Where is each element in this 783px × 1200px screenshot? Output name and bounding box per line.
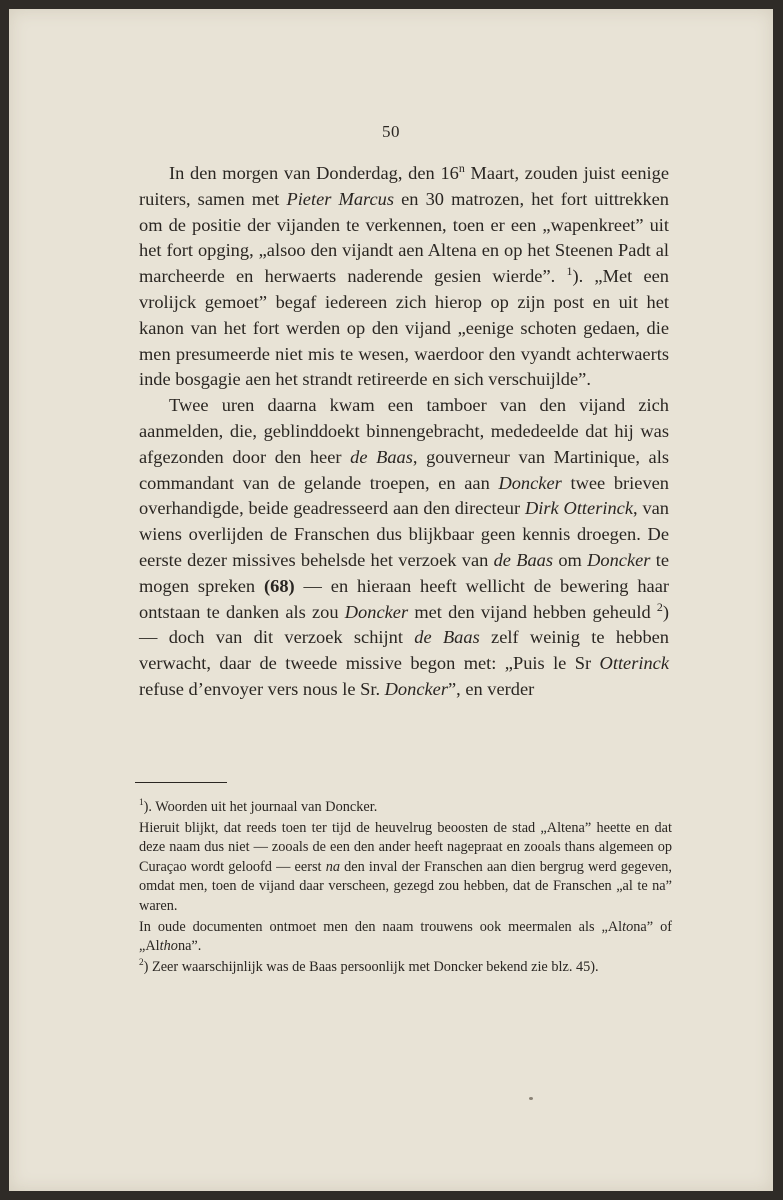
- footnote-ref: n: [458, 160, 465, 175]
- main-text: [139, 161, 669, 703]
- paragraph: Twee uren daarna kwam een tamboer van den vijand zich aanmelden, die, geblinddoekt binnengebracht, mededeelde dat hij was afgezonden door den heer de Baas, gouverneur van Martinique, als commandant van de gelande troepen, en aan Doncker twee brieven overhandigde, beide geadresseerd aan den directeur Dirk Otterinck, van wiens overlijden de Franschen dus blijkbaar geen kennis droegen. De eerste dezer missives behelsde het verzoek van de Baas om Doncker te mogen spreken (68) — en hieraan heeft wellicht de bewering haar ontstaan te danken als zou Doncker met den vijand hebben geheuld $^2$) — doch van dit verzoek schijnt de Baas zelf weinig te hebben verwacht, daar de tweede missive begon met: „Puis le Sr Otterinck refuse d’envoyer vers nous le Sr. Doncker”, en verder: [139, 395, 669, 699]
- italic-run: tho: [159, 938, 178, 955]
- italic-run: de Baas: [414, 627, 480, 648]
- italic-run: Doncker: [384, 678, 448, 699]
- footnote: $^2$) Zeer waarschijnlijk was de Baas persoonlijk met Doncker bekend zie blz. 45).: [139, 957, 599, 975]
- italic-run: de Baas: [350, 446, 413, 467]
- italic-run: de Baas: [493, 549, 554, 570]
- footnote-ref: 2: [139, 957, 144, 968]
- footnote-ref: 1: [566, 264, 573, 279]
- italic-run: Doncker: [344, 601, 409, 622]
- footnote-ref: 1: [139, 798, 144, 809]
- italic-run: Dirk Otterinck: [524, 498, 633, 519]
- footnotes: [139, 798, 672, 978]
- italic-run: Otterinck: [599, 653, 669, 674]
- footnote-divider: [135, 782, 227, 783]
- italic-run: to: [622, 918, 634, 935]
- footnote: Hieruit blijkt, dat reeds toen ter tijd de heuvelrug beoosten de stad „Altena” heette en dat deze naam dus niet — zooals de een den ander heeft nagepraat en zooals thans algemeen op Curaçao wordt geloofd — eerst na den inval der Franschen aan dien bergrug werd gegeven, omdat men, toen de vijand daar verscheen, gezegd zou hebben, dat de Franschen „al te na” waren.: [139, 819, 672, 914]
- book-page: [9, 9, 773, 1191]
- paragraph: In den morgen van Donderdag, den 16$^n$ Maart, zouden juist eenige ruiters, samen met Pieter Marcus en 30 matrozen, het fort uittrekken om de positie der vijanden te verkennen, toen er een „wapenkreet” uit het fort opging, „alsoo den vijandt aen Altena en op het Steenen Padt al marcheerde en herwaerts naderende gesien wierde”. $^1$). „Met een vrolijck gemoet” begaf iedereen zich hierop op zijn post en uit het kanon van het fort werden op den vijand „eenige schoten gedaen, die men presumeerde niet mis te wesen, waerdoor den vyandt achterwaerts inde bosgagie aen het strandt retireerde en sich verschuijlde”.: [139, 160, 669, 390]
- page-number: 50: [382, 122, 400, 141]
- italic-run: Doncker: [587, 549, 651, 570]
- footnote: $^1$). Woorden uit het journaal van Doncker.: [139, 798, 378, 815]
- page-marker: (68): [264, 575, 295, 596]
- italic-run: Pieter Marcus: [286, 188, 395, 209]
- italic-run: Doncker: [498, 472, 562, 493]
- footnote-ref: 2: [656, 599, 663, 614]
- paper-speck: [529, 1097, 533, 1100]
- footnote: In oude documenten ontmoet men den naam trouwens ook meermalen als „Altona” of „Althona”.: [139, 918, 672, 955]
- italic-run: na: [325, 858, 340, 875]
